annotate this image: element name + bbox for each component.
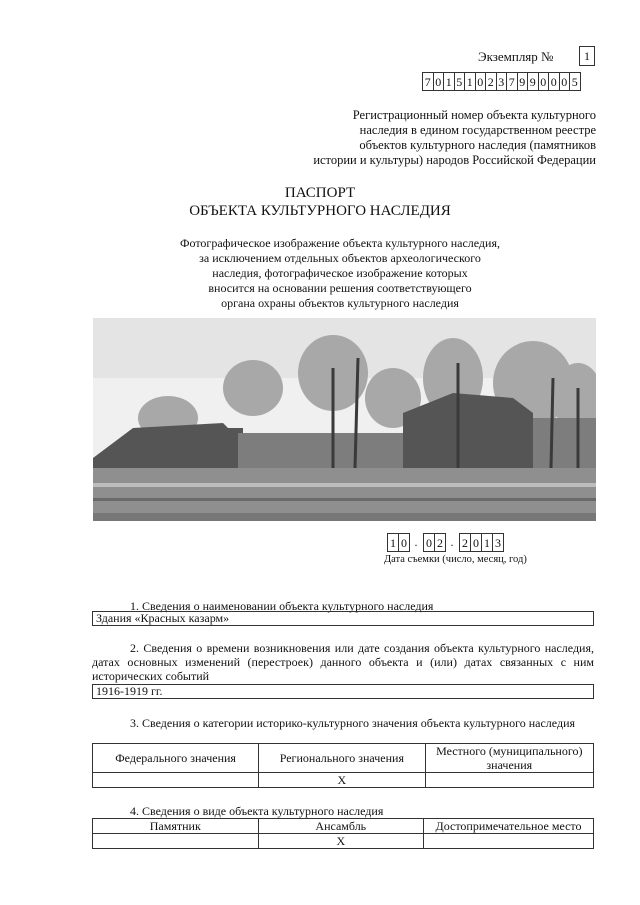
date-day-digit: 1 — [387, 533, 399, 552]
reg-digit: 7 — [422, 72, 434, 91]
date-day-digit: 0 — [398, 533, 410, 552]
reg-caption-line: наследия в едином государственном реестре — [359, 123, 596, 137]
reg-caption-line: объектов культурного наследия (памятников — [359, 138, 596, 152]
type-ensemble-header: Ансамбль — [258, 819, 424, 834]
reg-digit: 0 — [433, 72, 445, 91]
table-header-row — [93, 744, 594, 773]
photo-note-line: за исключением отдельных объектов археологического — [199, 251, 481, 265]
copy-number-box: 1 — [579, 46, 595, 66]
section-4-table — [92, 818, 594, 849]
photo-note-line: органа охраны объектов культурного наследия — [221, 296, 459, 310]
section-3-table — [92, 743, 594, 788]
photo-note-line: наследия, фотографическое изображение которых — [212, 266, 468, 280]
date-year-digit: 2 — [459, 533, 471, 552]
reg-digit: 0 — [475, 72, 487, 91]
photo-note — [150, 236, 530, 311]
date-year-digit: 1 — [481, 533, 493, 552]
section-3-heading: 3. Сведения о категории историко-культурного значения объекта культурного наследия — [130, 716, 576, 730]
reg-digit: 0 — [538, 72, 550, 91]
type-monument-header: Памятник — [93, 819, 259, 834]
type-landmark-header: Достопримечательное место — [424, 819, 594, 834]
category-local-header: Местного (муниципального) значения — [425, 744, 593, 773]
photo-date — [387, 533, 503, 552]
page-subtitle: ОБЪЕКТА КУЛЬТУРНОГО НАСЛЕДИЯ — [189, 203, 451, 219]
reg-digit: 5 — [569, 72, 581, 91]
photo-note-line: Фотографическое изображение объекта культурного наследия, — [180, 236, 500, 250]
reg-digit: 5 — [454, 72, 466, 91]
section-2-heading: 2. Сведения о времени возникновения или дате создания объекта культурного наследия, датах основных изменений (перестроек) данного объекта и (или) датах связанных с ним исторических событий — [92, 641, 594, 683]
category-regional-mark: X — [259, 773, 425, 788]
registration-caption — [276, 108, 596, 168]
reg-digit: 1 — [464, 72, 476, 91]
section-4-heading: 4. Сведения о виде объекта культурного наследия — [130, 804, 384, 818]
copy-label: Экземпляр № — [478, 49, 554, 64]
date-year-digit: 0 — [470, 533, 482, 552]
reg-digit: 7 — [506, 72, 518, 91]
table-header-row — [93, 819, 594, 834]
registration-number — [422, 72, 580, 91]
type-ensemble-mark: X — [258, 834, 424, 849]
object-photograph — [93, 318, 596, 521]
reg-digit: 9 — [527, 72, 539, 91]
section-2-value: 1916-1919 гг. — [92, 684, 594, 699]
date-separator: . — [414, 535, 418, 549]
date-separator: . — [450, 535, 454, 549]
section-1-value: Здания «Красных казарм» — [92, 611, 594, 626]
table-row — [93, 834, 594, 849]
table-row — [93, 773, 594, 788]
reg-digit: 2 — [485, 72, 497, 91]
reg-digit: 0 — [548, 72, 560, 91]
type-monument-mark — [93, 834, 259, 849]
category-regional-header: Регионального значения — [259, 744, 425, 773]
type-landmark-mark — [424, 834, 594, 849]
category-local-mark — [425, 773, 593, 788]
photo-date-caption: Дата съемки (число, месяц, год) — [384, 554, 527, 565]
reg-caption-line: Регистрационный номер объекта культурного — [352, 108, 596, 122]
reg-digit: 9 — [517, 72, 529, 91]
reg-digit: 1 — [443, 72, 455, 91]
page-title: ПАСПОРТ — [284, 185, 356, 201]
date-month-digit: 2 — [434, 533, 446, 552]
date-year-digit: 3 — [492, 533, 504, 552]
reg-digit: 0 — [559, 72, 571, 91]
category-federal-header: Федерального значения — [93, 744, 259, 773]
photograph-image — [93, 318, 596, 521]
date-month-digit: 0 — [423, 533, 435, 552]
reg-digit: 3 — [496, 72, 508, 91]
category-federal-mark — [93, 773, 259, 788]
photo-note-line: вносится на основании решения соответствующего — [208, 281, 472, 295]
section-1-heading: 1. Сведения о наименовании объекта культурного наследия — [130, 599, 434, 613]
reg-caption-line: истории и культуры) народов Российской Федерации — [313, 153, 596, 167]
